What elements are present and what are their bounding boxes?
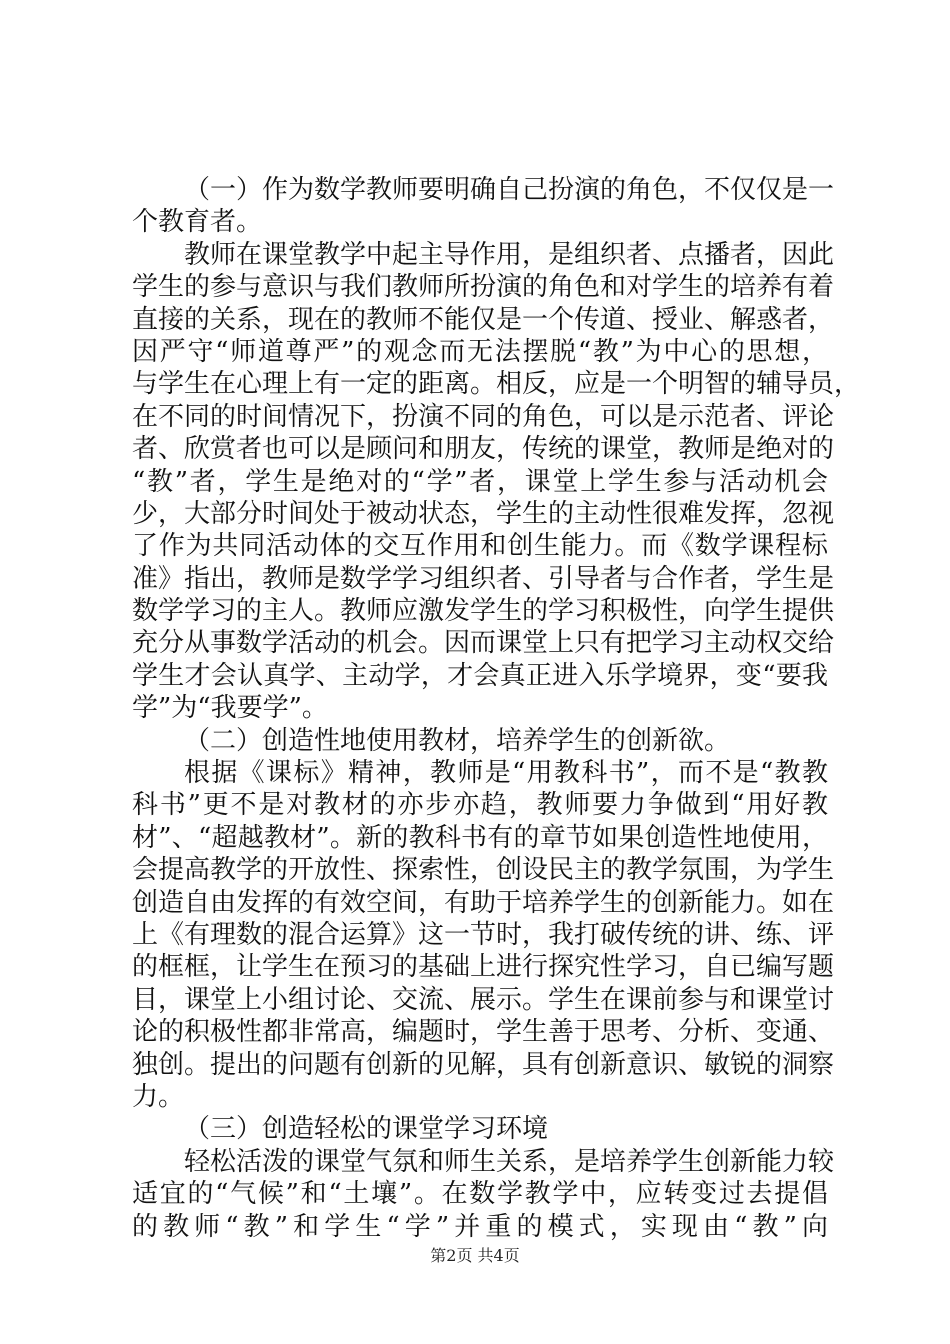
text-line: 学生的参与意识与我们教师所扮演的角色和对学生的培养有着: [132, 272, 835, 303]
text-line: 准》指出，教师是数学学习组织者、引导者与合作者，学生是: [132, 563, 835, 594]
text-line: 教师在课堂教学中起主导作用，是组织者、点播者，因此: [184, 239, 835, 270]
body-paragraph: [132, 757, 835, 1113]
text-line: 上《有理数的混合运算》这一节时，我打破传统的讲、练、评: [132, 919, 835, 950]
text-line: 创造自由发挥的有效空间，有助于培养学生的创新能力。如在: [132, 887, 835, 918]
text-line: （一）作为数学教师要明确自己扮演的角色，不仅仅是一: [184, 175, 835, 205]
text-line: 数学学习的主人。教师应激发学生的学习积极性，向学生提供: [132, 596, 835, 627]
text-line: 科书”更不是对教材的亦步亦趋，教师要力争做到“用好教: [132, 790, 828, 821]
text-line: 学”为“我要学”。: [132, 693, 328, 724]
text-line: 会提高教学的开放性、探索性，创设民主的教学氛围，为学生: [132, 855, 835, 886]
text-line: 个教育者。: [132, 207, 263, 238]
text-line: 根据《课标》精神，教师是“用教科书”，而不是“教教: [184, 758, 828, 789]
text-line: 直接的关系，现在的教师不能仅是一个传道、授业、解惑者，: [132, 304, 835, 335]
text-line: 少，大部分时间处于被动状态，学生的主动性很难发挥，忽视: [132, 498, 835, 529]
text-line: 与学生在心理上有一定的距离。相反，应是一个明智的辅导员，: [132, 369, 861, 400]
text-line: 在不同的时间情况下，扮演不同的角色，可以是示范者、评论: [132, 401, 835, 432]
text-line: 独创。提出的问题有创新的见解，具有创新意识、敏锐的洞察: [132, 1049, 835, 1080]
text-line: （二）创造性地使用教材，培养学生的创新欲。: [184, 725, 731, 756]
text-line: 者、欣赏者也可以是顾问和朋友，传统的课堂，教师是绝对的: [132, 434, 835, 465]
text-line: “教”者，学生是绝对的“学”者，课堂上学生参与活动机会: [132, 466, 828, 497]
text-line: 的框框，让学生在预习的基础上进行探究性学习，自已编写题: [132, 952, 835, 983]
section-heading: [132, 174, 835, 239]
text-line: 材”、“超越教材”。新的教科书有的章节如果创造性地使用，: [132, 822, 828, 853]
document-body: [132, 174, 861, 1243]
body-paragraph: [132, 1146, 835, 1243]
text-line: 适宜的“气候”和“土壤”。在数学教学中，应转变过去提倡: [132, 1179, 828, 1210]
text-line: 的教师“教”和学生“学”并重的模式，实现由“教”向: [132, 1211, 828, 1242]
text-line: （三）创造轻松的课堂学习环境: [184, 1114, 549, 1145]
text-line: 了作为共同活动体的交互作用和创生能力。而《数学课程标: [132, 531, 828, 562]
section-heading: [132, 1113, 828, 1145]
page-footer: 第2页 共4页: [430, 1246, 520, 1265]
text-line: 充分从事数学活动的机会。因而课堂上只有把学习主动权交给: [132, 628, 835, 659]
section-heading: [132, 725, 828, 757]
text-line: 力。: [132, 1081, 185, 1112]
text-line: 轻松活泼的课堂气氛和师生关系，是培养学生创新能力较: [184, 1146, 835, 1177]
text-line: 论的积极性都非常高，编题时，学生善于思考、分析、变通、: [132, 1017, 835, 1048]
text-line: 因严守“师道尊严”的观念而无法摆脱“教”为中心的思想，: [132, 336, 828, 367]
body-paragraph: [132, 239, 861, 725]
text-line: 目，课堂上小组讨论、交流、展示。学生在课前参与和课堂讨: [132, 984, 835, 1015]
text-line: 学生才会认真学、主动学，才会真正进入乐学境界，变“要我: [132, 660, 828, 691]
